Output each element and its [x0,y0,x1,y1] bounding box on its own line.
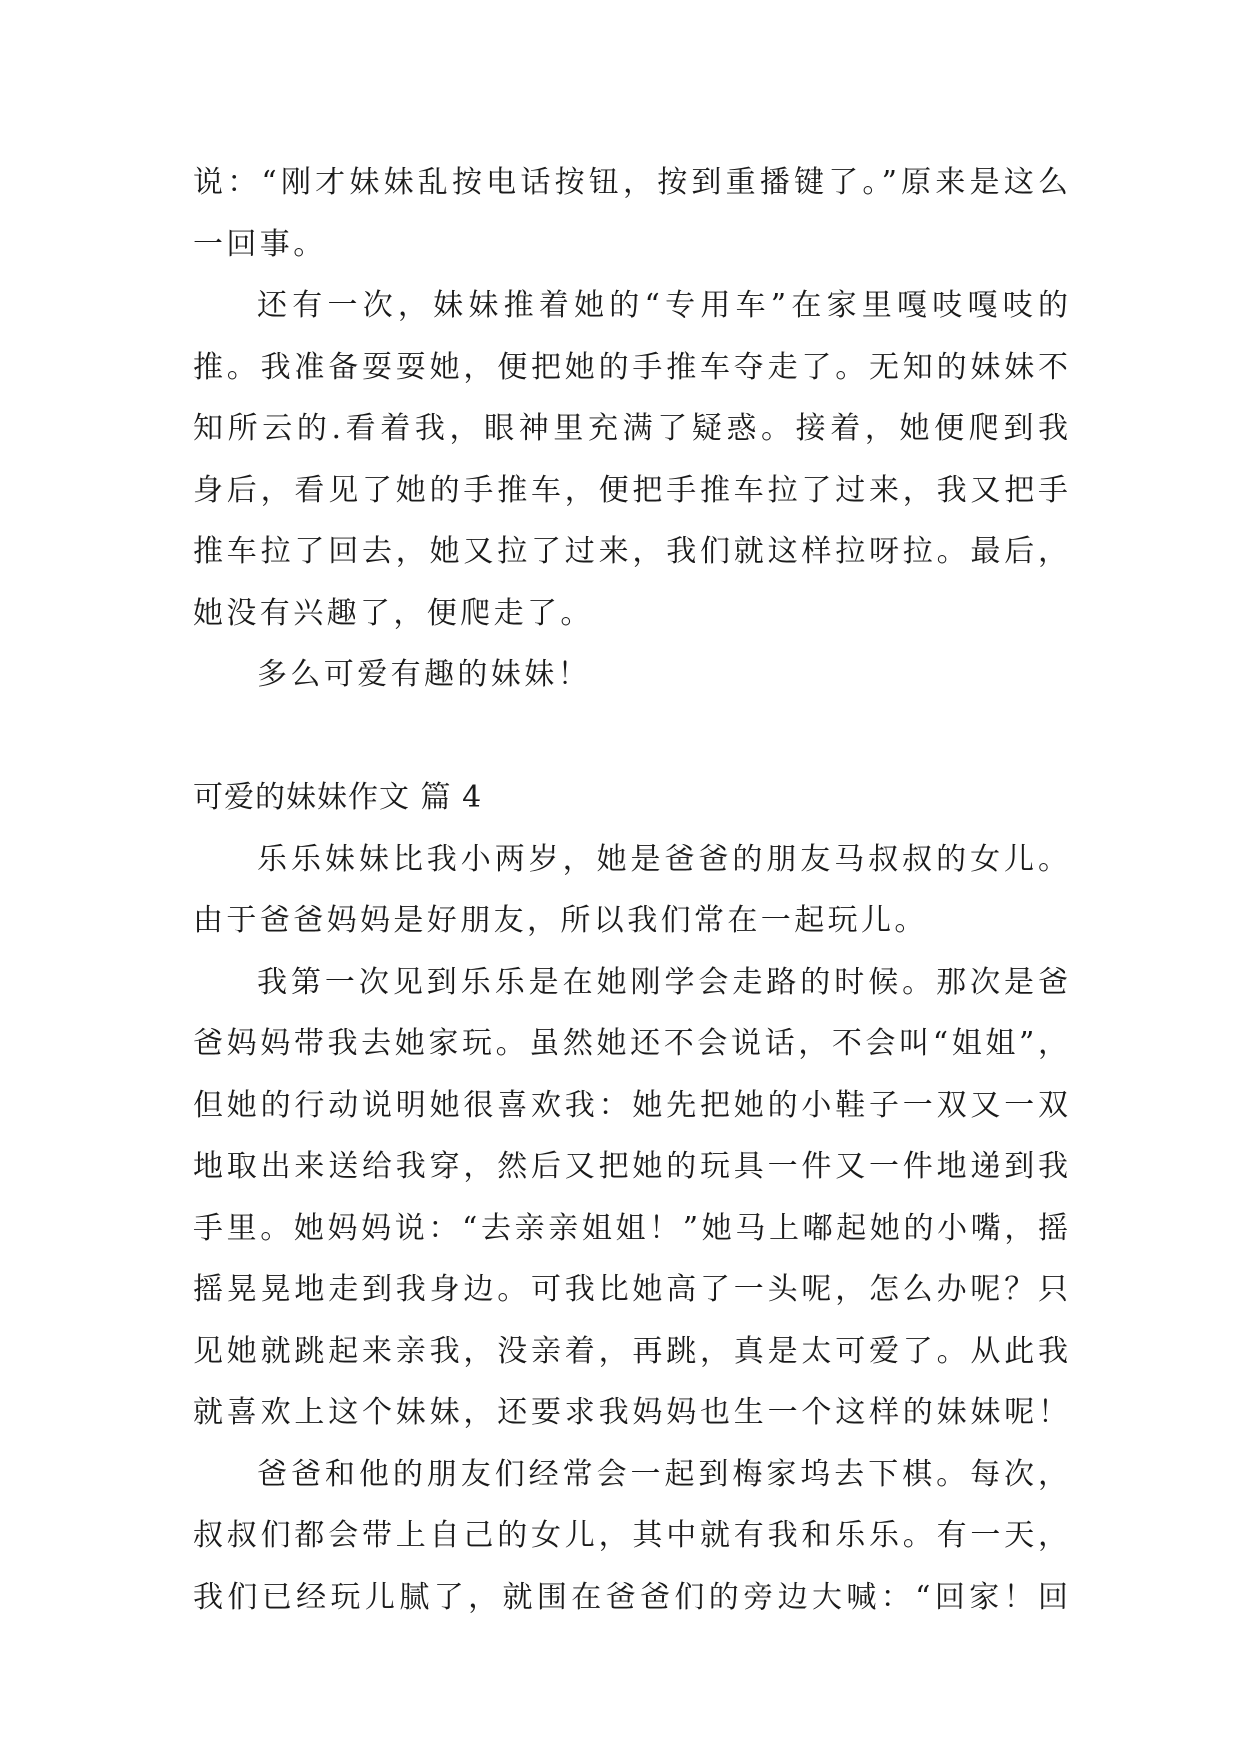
text-line: 我们已经玩儿腻了，就围在爸爸们的旁边大喊：“回家！回 [193,1579,1068,1615]
text-line: 手里。她妈妈说：“去亲亲姐姐！”她马上嘟起她的小嘴，摇 [193,1210,1068,1246]
blank-line [193,706,1068,768]
paragraph-start-line: 爸爸和他的朋友们经常会一起到梅家坞去下棋。每次， [257,1456,1068,1492]
text-line: 就喜欢上这个妹妹，还要求我妈妈也生一个这样的妹妹呢！ [193,1395,1068,1430]
text-line: 推车拉了回去，她又拉了过来，我们就这样拉呀拉。最后， [193,534,1068,569]
text-line: 摇晃晃地走到我身边。可我比她高了一头呢，怎么办呢？只 [193,1272,1068,1307]
section-heading: 可爱的妹妹作文 篇 4 [193,780,483,815]
text-line: 叔叔们都会带上自己的女儿，其中就有我和乐乐。有一天， [193,1518,1068,1553]
text-line: 见她就跳起来亲我，没亲着，再跳，真是太可爱了。从此我 [193,1333,1068,1369]
paragraph-start-line: 还有一次，妹妹推着她的“专用车”在家里嘎吱嘎吱的 [257,288,1068,323]
document-body [193,152,1068,1628]
text-line: 知所云的.看着我，眼神里充满了疑惑。接着，她便爬到我 [193,411,1068,446]
paragraph-start-line: 我第一次见到乐乐是在她刚学会走路的时候。那次是爸 [257,964,1068,1000]
text-line: 爸妈妈带我去她家玩。虽然她还不会说话，不会叫“姐姐”， [193,1026,1068,1061]
text-line: 由于爸爸妈妈是好朋友，所以我们常在一起玩儿。 [193,903,928,938]
text-line: 身后，看见了她的手推车，便把手推车拉了过来，我又把手 [193,472,1068,508]
text-line: 推。我准备耍耍她，便把她的手推车夺走了。无知的妹妹不 [193,349,1068,385]
text-line: 她没有兴趣了，便爬走了。 [193,595,594,631]
text-line: 一回事。 [193,226,327,262]
paragraph-start-line: 多么可爱有趣的妹妹！ [257,657,591,692]
text-line: 说：“刚才妹妹乱按电话按钮，按到重播键了。”原来是这么 [193,165,1068,200]
paragraph-start-line: 乐乐妹妹比我小两岁，她是爸爸的朋友马叔叔的女儿。 [257,841,1068,877]
text-line: 但她的行动说明她很喜欢我：她先把她的小鞋子一双又一双 [193,1087,1068,1123]
text-line: 地取出来送给我穿，然后又把她的玩具一件又一件地递到我 [193,1149,1068,1184]
